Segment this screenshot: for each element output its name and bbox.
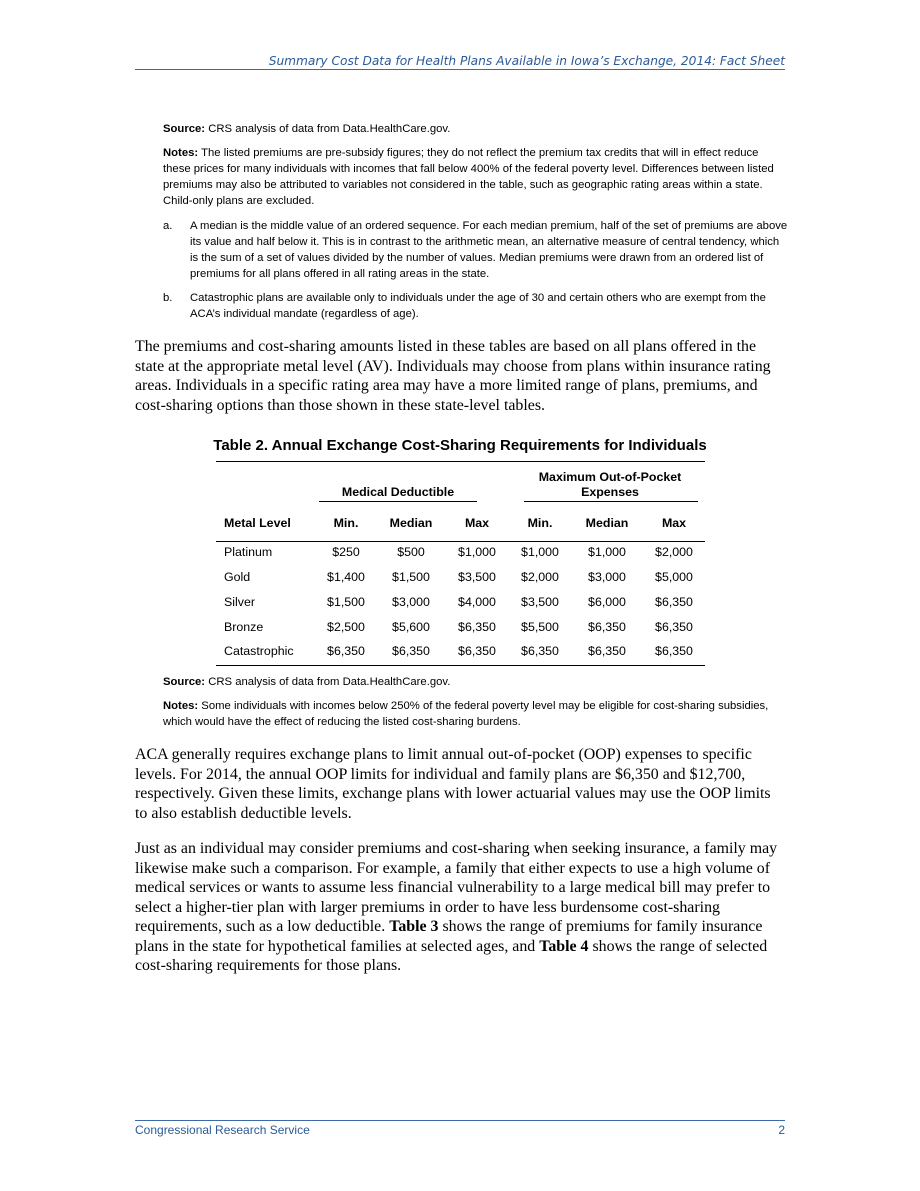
page-number: 2 (778, 1123, 785, 1137)
notes-label: Notes: (163, 147, 199, 159)
oop-min-cell: $1,000 (521, 545, 559, 559)
group-rule-deductible (319, 501, 477, 502)
deductible-median-cell: $1,500 (392, 570, 430, 584)
group-rule-oop (524, 501, 698, 502)
oop-median-cell: $6,350 (588, 644, 626, 658)
column-header-min: Min. (333, 516, 359, 530)
table1-notes (163, 145, 788, 209)
deductible-median-cell: $6,350 (392, 644, 430, 658)
paragraph-text: shows the range of selected cost-sharing requirements for those plans. (135, 937, 768, 974)
table2-notes (163, 698, 788, 730)
group-header-oop-line1: Maximum Out-of-Pocket (538, 470, 682, 484)
body-paragraph: The premiums and cost-sharing amounts listed in these tables are based on all plans offered in the state at the appropriate metal level (AV). Individuals may choose from plans within insurance rating areas. Individuals in a specific rating area may have a more limited range of plans, premiums, and cost-sharing options than those shown in these state-level tables. (135, 338, 771, 414)
footnote-label: b. (163, 292, 173, 304)
metal-level-cell: Bronze (224, 620, 264, 634)
oop-min-cell: $6,350 (521, 644, 559, 658)
oop-median-cell: $3,000 (588, 570, 626, 584)
deductible-max-cell: $6,350 (458, 620, 496, 634)
oop-max-cell: $6,350 (655, 595, 693, 609)
notes-label: Notes: (163, 700, 199, 712)
deductible-min-cell: $1,500 (327, 595, 365, 609)
oop-min-cell: $2,000 (521, 570, 559, 584)
footnote-a (163, 218, 788, 282)
cost-sharing-table (216, 461, 705, 666)
running-head: Summary Cost Data for Health Plans Available in Iowa’s Exchange, 2014: Fact Sheet (268, 54, 785, 68)
footer-organization: Congressional Research Service (135, 1123, 310, 1137)
oop-max-cell: $6,350 (655, 620, 693, 634)
table-reference: Table 3 (389, 918, 439, 935)
header-rule (135, 69, 785, 70)
footnote-text: Catastrophic plans are available only to individuals under the age of 30 and certain others who are exempt from the ACA’s individual mandate (regardless of age). (190, 292, 766, 320)
notes-text: Some individuals with incomes below 250% of the federal poverty level may be eligible for cost-sharing subsidies, which would have the effect of reducing the listed cost-sharing burdens. (163, 700, 769, 728)
table-top-rule (216, 461, 705, 462)
deductible-median-cell: $5,600 (392, 620, 430, 634)
deductible-max-cell: $3,500 (458, 570, 496, 584)
metal-level-cell: Silver (224, 595, 255, 609)
table1-source (163, 121, 783, 137)
table-title: Table 2. Annual Exchange Cost-Sharing Requirements for Individuals (213, 437, 707, 454)
source-text: CRS analysis of data from Data.HealthCare.gov. (208, 123, 451, 135)
deductible-min-cell: $6,350 (327, 644, 365, 658)
source-text: CRS analysis of data from Data.HealthCare.gov. (208, 676, 451, 688)
oop-median-cell: $6,000 (588, 595, 626, 609)
deductible-median-cell: $500 (397, 545, 425, 559)
column-header-min: Min. (527, 516, 553, 530)
column-header-median: Median (389, 516, 433, 530)
footnote-b (163, 290, 788, 322)
metal-level-cell: Platinum (224, 545, 273, 559)
footer-rule (135, 1120, 785, 1121)
table-bottom-rule (216, 665, 705, 666)
source-label: Source: (163, 123, 206, 135)
oop-max-cell: $5,000 (655, 570, 693, 584)
group-header-oop (520, 470, 700, 500)
source-label: Source: (163, 676, 206, 688)
notes-text: The listed premiums are pre-subsidy figures; they do not reflect the premium tax credits that will in effect reduce these prices for many individuals with incomes that fall below 400% of the federal poverty level. Differences between listed premiums may also be attributed to variables not considered in the table, such as geographic rating areas within a state. Child-only plans are excluded. (163, 147, 774, 207)
deductible-min-cell: $1,400 (327, 570, 365, 584)
oop-median-cell: $6,350 (588, 620, 626, 634)
table-reference: Table 4 (539, 937, 589, 955)
table-header-rule (216, 541, 705, 542)
metal-level-cell: Catastrophic (224, 644, 294, 658)
oop-median-cell: $1,000 (588, 545, 626, 559)
body-paragraph (135, 839, 785, 976)
deductible-max-cell: $1,000 (458, 545, 496, 559)
column-header-max: Max (661, 516, 687, 530)
oop-max-cell: $2,000 (655, 545, 693, 559)
footnote-label: a. (163, 220, 173, 232)
metal-level-cell: Gold (224, 570, 251, 584)
deductible-max-cell: $6,350 (458, 644, 496, 658)
column-header-metal-level: Metal Level (224, 516, 291, 530)
oop-min-cell: $5,500 (521, 620, 559, 634)
column-header-max: Max (464, 516, 490, 530)
table2-source (163, 674, 783, 690)
deductible-max-cell: $4,000 (458, 595, 496, 609)
oop-min-cell: $3,500 (521, 595, 559, 609)
deductible-min-cell: $2,500 (327, 620, 365, 634)
group-header-oop-line2: Expenses (581, 485, 639, 499)
paragraph-text: shows the range of premiums for family insurance plans in the state for hypothetical families at selected ages, and (135, 918, 763, 955)
deductible-min-cell: $250 (332, 545, 360, 559)
oop-max-cell: $6,350 (655, 644, 693, 658)
deductible-median-cell: $3,000 (392, 595, 430, 609)
column-header-median: Median (585, 516, 629, 530)
group-header-deductible: Medical Deductible (341, 485, 455, 499)
footnote-text: A median is the middle value of an ordered sequence. For each median premium, half of the set of premiums are above its value and half below it. This is in contrast to the arithmetic mean, an alternative measure of central tendency, which is the sum of a set of values divided by the number of values. Median premiums were drawn from an ordered list of premiums for all plans offered in all rating areas in the state. (190, 220, 788, 280)
body-paragraph: ACA generally requires exchange plans to limit annual out-of-pocket (OOP) expenses to specific levels. For 2014, the annual OOP limits for individual and family plans are $6,350 and $12,700, respectively. Given these limits, exchange plans with lower actuarial values may use the OOP limits to also establish deductible levels. (135, 746, 771, 822)
paragraph-text: Just as an individual may consider premiums and cost-sharing when seeking insurance, a family may likewise make such a comparison. For example, a family that either expects to use a high volume of medical services or wants to assume less financial vulnerability to a large medical bill may prefer to select a higher-tier plan with larger premiums in order to have less burdensome cost-sharing requirements, such as a low deductible. (135, 840, 778, 935)
